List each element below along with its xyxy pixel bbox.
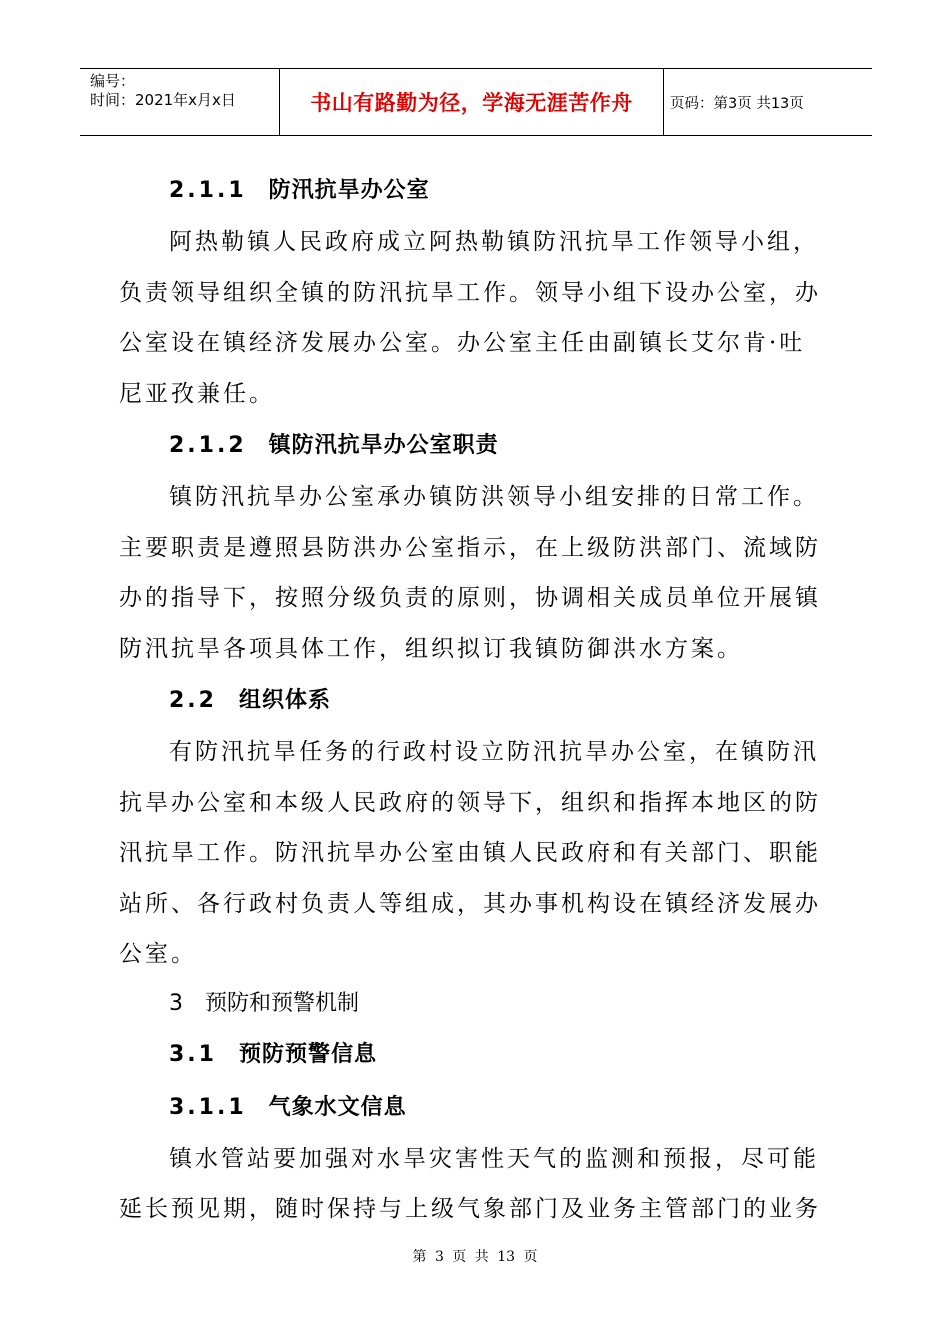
paragraph-line: 办的指导下，按照分级负责的原则，协调相关成员单位开展镇 xyxy=(119,585,821,611)
heading-number: 2.1.1 xyxy=(169,178,247,203)
heading-3-1 xyxy=(119,1028,819,1081)
page-footer xyxy=(0,1246,950,1266)
heading-3-1-1 xyxy=(119,1081,819,1134)
paragraph-line: 公室。 xyxy=(119,941,197,967)
paragraph-line: 阿热勒镇人民政府成立阿热勒镇防汛抗旱工作领导小组， xyxy=(169,229,819,255)
header-meta xyxy=(80,69,280,135)
page-header xyxy=(80,68,872,136)
heading-number: 3.1 xyxy=(169,1041,217,1067)
paragraph-line: 汛抗旱工作。防汛抗旱办公室由镇人民政府和有关部门、职能 xyxy=(119,840,821,866)
paragraph-2-1-1 xyxy=(119,217,819,419)
document-body xyxy=(119,164,819,1235)
heading-2-1-1 xyxy=(119,164,819,217)
heading-2-2 xyxy=(119,674,819,727)
page-code-text: 页码：第3页 共13页 xyxy=(670,95,804,112)
paragraph-line: 镇防汛抗旱办公室承办镇防洪领导小组安排的日常工作。 xyxy=(169,484,819,510)
heading-title: 预防和预警机制 xyxy=(205,990,360,1016)
paragraph-line: 有防汛抗旱任务的行政村设立防汛抗旱办公室，在镇防汛 xyxy=(169,739,819,765)
heading-number: 2.1.2 xyxy=(169,433,247,458)
header-page-code xyxy=(664,69,872,135)
paragraph-2-1-2 xyxy=(119,472,819,674)
paragraph-line: 镇水管站要加强对水旱灾害性天气的监测和预报，尽可能 xyxy=(169,1145,819,1172)
paragraph-2-2 xyxy=(119,727,819,980)
heading-number: 2.2 xyxy=(169,688,217,713)
number-label: 编号： xyxy=(90,72,136,90)
paragraph-line: 公室设在镇经济发展办公室。办公室主任由副镇长艾尔肯·吐 xyxy=(119,330,806,356)
heading-title: 镇防汛抗旱办公室职责 xyxy=(268,433,499,458)
heading-title: 气象水文信息 xyxy=(268,1094,407,1120)
heading-3 xyxy=(119,980,819,1028)
paragraph-line: 负责领导组织全镇的防汛抗旱工作。领导小组下设办公室，办 xyxy=(119,279,821,306)
paragraph-line: 延长预见期，随时保持与上级气象部门及业务主管部门的业务 xyxy=(119,1196,821,1222)
heading-title: 预防预警信息 xyxy=(238,1041,377,1067)
paragraph-line: 尼亚孜兼任。 xyxy=(119,380,275,407)
footer-page-number: 第 3 页 共 13 页 xyxy=(412,1249,538,1265)
paragraph-3-1-1 xyxy=(119,1134,819,1235)
header-motto-cell xyxy=(280,69,664,135)
heading-title: 防汛抗旱办公室 xyxy=(268,178,430,203)
paragraph-line: 主要职责是遵照县防洪办公室指示，在上级防洪部门、流域防 xyxy=(119,534,821,561)
paragraph-line: 抗旱办公室和本级人民政府的领导下，组织和指挥本地区的防 xyxy=(119,789,821,816)
time-label: 时间：2021年x月x日 xyxy=(90,91,236,109)
heading-number: 3.1.1 xyxy=(169,1094,247,1120)
heading-2-1-2 xyxy=(119,419,819,472)
heading-number: 3 xyxy=(169,990,183,1016)
heading-title: 组织体系 xyxy=(238,688,331,713)
paragraph-line: 防汛抗旱各项具体工作，组织拟订我镇防御洪水方案。 xyxy=(119,635,743,662)
paragraph-line: 站所、各行政村负责人等组成，其办事机构设在镇经济发展办 xyxy=(119,890,821,917)
header-motto: 书山有路勤为径，学海无涯苦作舟 xyxy=(310,91,633,115)
